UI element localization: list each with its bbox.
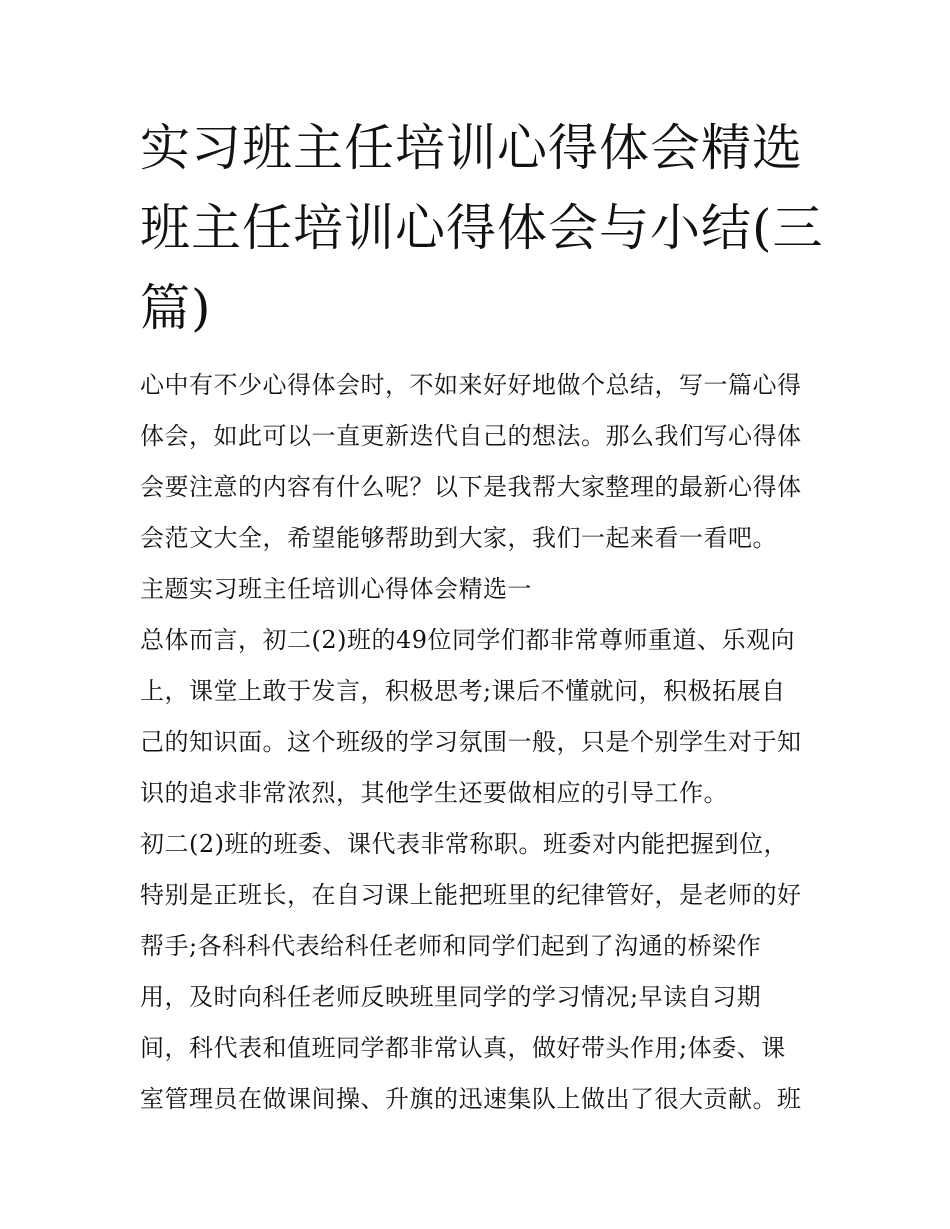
body-line: 识的追求非常浓烈，其他学生还要做相应的引导工作。 [140, 779, 728, 807]
section-heading: 主题实习班主任培训心得体会精选一 [140, 575, 532, 603]
document-page [140, 108, 824, 1125]
body-line: 会要注意的内容有什么呢？以下是我帮大家整理的最新心得体 [140, 473, 802, 501]
title-line: 篇) [140, 279, 212, 337]
body-line: 体会，如此可以一直更新迭代自己的想法。那么我们写心得体 [140, 422, 802, 450]
body-line: 室管理员在做课间操、升旗的迅速集队上做出了很大贡献。班 [140, 1085, 802, 1113]
body-line: 会范文大全，希望能够帮助到大家，我们一起来看一看吧。 [140, 524, 777, 552]
body-line: 用，及时向科任老师反映班里同学的学习情况;早读自习期 [140, 983, 762, 1011]
body-line: 帮手;各科科代表给科任老师和同学们起到了沟通的桥梁作 [140, 932, 762, 960]
body-line: 上，课堂上敢于发言，积极思考;课后不懂就问，积极拓展自 [140, 677, 786, 705]
body-line: 总体而言，初二(2)班的49位同学们都非常尊师重道、乐观向 [140, 626, 796, 654]
body-line: 初二(2)班的班委、课代表非常称职。班委对内能把握到位， [140, 830, 788, 858]
document-body [140, 360, 820, 1125]
title-line: 实习班主任培训心得体会精选 [140, 119, 803, 177]
body-line: 己的知识面。这个班级的学习氛围一般，只是个别学生对于知 [140, 728, 802, 756]
document-title [140, 108, 824, 348]
title-line: 班主任培训心得体会与小结(三 [140, 199, 824, 257]
body-line: 间，科代表和值班同学都非常认真，做好带头作用;体委、课 [140, 1034, 786, 1062]
body-line: 心中有不少心得体会时，不如来好好地做个总结，写一篇心得 [140, 371, 802, 399]
body-line: 特别是正班长，在自习课上能把班里的纪律管好，是老师的好 [140, 881, 802, 909]
